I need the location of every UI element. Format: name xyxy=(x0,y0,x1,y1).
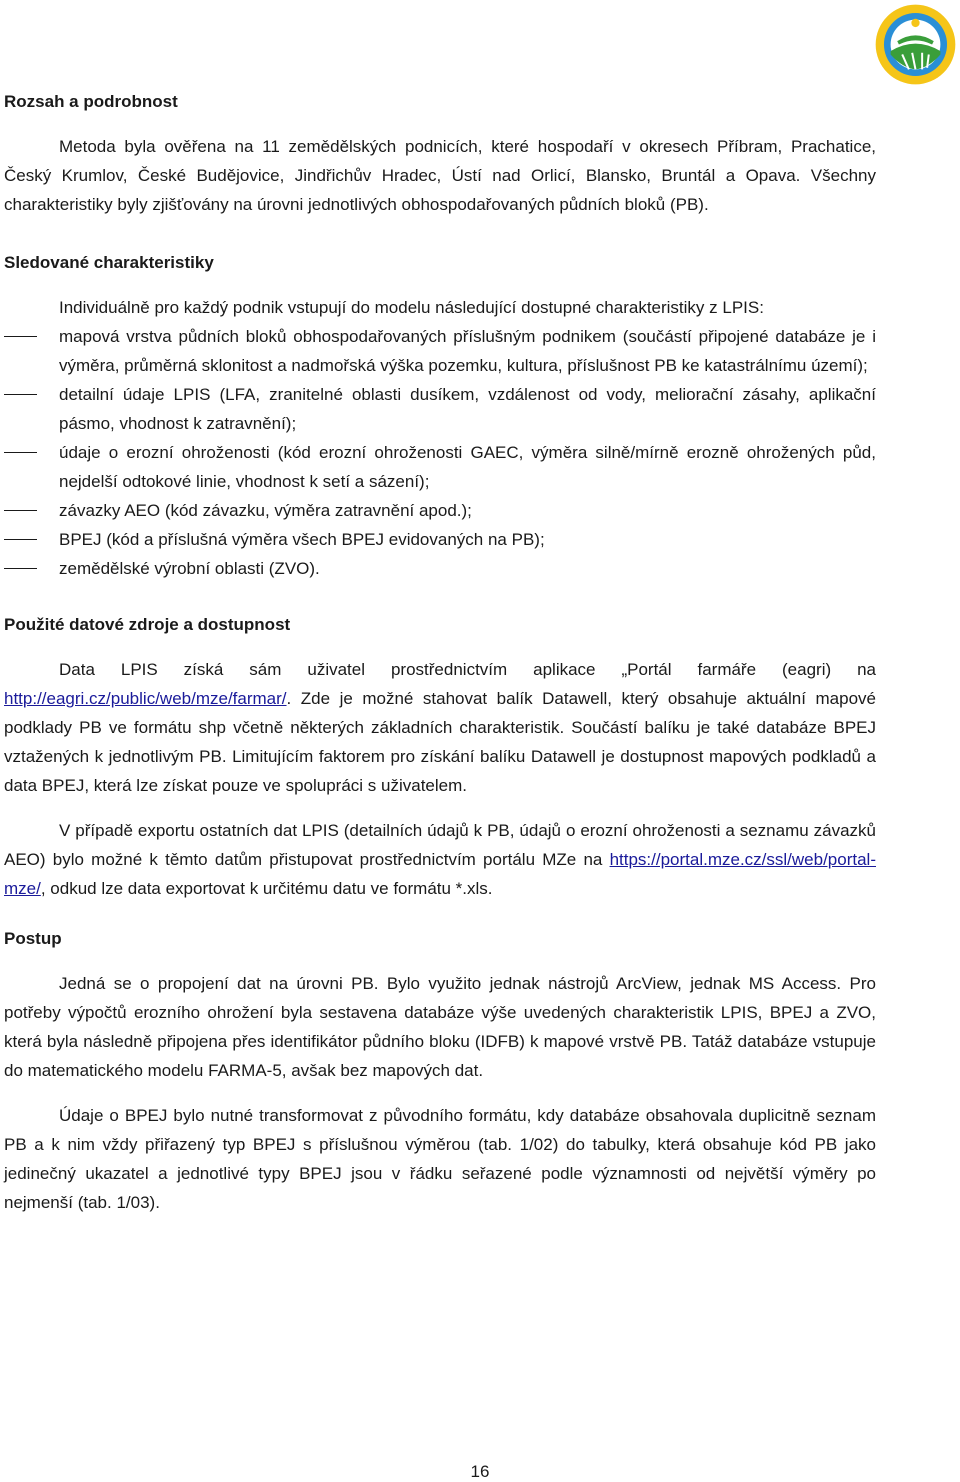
eagri-link[interactable]: http://eagri.cz/public/web/mze/farmar/ xyxy=(4,689,287,708)
list-item: mapová vrstva půdních bloků obhospodařovaných příslušným podnikem (součástí připojené databáze je i výměra, průměrná sklonitost a nadmořská výška pozemku, kultura, příslušnost PB ke katastrálnímu území); xyxy=(4,322,876,380)
list-item: zemědělské výrobní oblasti (ZVO). xyxy=(4,554,876,583)
paragraph-pouzite-1: Data LPIS získá sám uživatel prostřednictvím aplikace „Portál farmáře (eagri) na http://eagri.cz/public/web/mze/farmar/. Zde je možné stahovat balík Datawell, který obsahuje aktuální mapové podklady PB ve formátu shp včetně některých základních charakteristik. Součástí balíku je také databáze BPEJ vztažených k jednotlivým PB. Limitujícím faktorem pro získání balíku Datawell je dostupnost mapových podkladů a data BPEJ, která lze získat pouze ve spolupráci s uživatelem. xyxy=(4,660,876,795)
section-heading-postup: Postup xyxy=(4,929,62,948)
paragraph-sledovane-intro: Individuálně pro každý podnik vstupují do modelu následující dostupné charakteristiky z LPIS: xyxy=(59,298,764,317)
list-item: údaje o erozní ohroženosti (kód erozní ohroženosti GAEC, výměra silně/mírně erozně ohrožených půd, nejdelší odtokové linie, vhodnost k setí a sázení); xyxy=(4,438,876,496)
paragraph-rozsah: Metoda byla ověřena na 11 zemědělských podnicích, které hospodaří v okresech Příbram, Prachatice, Český Krumlov, České Budějovice, Jindřichův Hradec, Ústí nad Orlicí, Blansko, Bruntál a Opava. Všechny charakteristiky byly zjišťovány na úrovni jednotlivých obhospodařovaných půdních bloků (PB). xyxy=(4,137,876,214)
page-number: 16 xyxy=(470,1462,490,1481)
list-item: detailní údaje LPIS (LFA, zranitelné oblasti dusíkem, vzdálenost od vody, meliorační zásahy, aplikační pásmo, vhodnost k zatravnění); xyxy=(4,380,876,438)
agricultural-field-logo-icon xyxy=(874,3,957,86)
dash-bullet-icon xyxy=(4,539,37,540)
list-item: BPEJ (kód a příslušná výměra všech BPEJ evidovaných na PB); xyxy=(4,525,876,554)
dash-bullet-icon xyxy=(4,510,37,511)
section-heading-sledovane: Sledované charakteristiky xyxy=(4,253,214,272)
section-heading-pouzite: Použité datové zdroje a dostupnost xyxy=(4,615,291,634)
portal-mze-link[interactable]: https://portal.mze.cz/ssl/web/portal-mze/ xyxy=(4,850,876,898)
document-body xyxy=(4,88,876,1217)
paragraph-postup-1: Jedná se o propojení dat na úrovni PB. Bylo využito jednak nástrojů ArcView, jednak MS Access. Pro potřeby výpočtů erozního ohrožení byla sestavena databáze výše uvedených charakteristik LPIS, BPEJ a ZVO, která byla následně připojena přes identifikátor půdního bloku (IDFB) k mapové vrstvě PB. Tatáž databáze vstupuje do matematického modelu FARMA-5, avšak bez mapových dat. xyxy=(4,974,876,1080)
list-item: závazky AEO (kód závazku, výměra zatravnění apod.); xyxy=(4,496,876,525)
dash-bullet-icon xyxy=(4,568,37,569)
dash-bullet-icon xyxy=(4,336,37,337)
paragraph-postup-2: Údaje o BPEJ bylo nutné transformovat z původního formátu, kdy databáze obsahovala duplicitně seznam PB a k nim vždy přiřazený typ BPEJ s příslušnou výměrou (tab. 1/02) do tabulky, která obsahuje kód PB jako jedinečný ukazatel a jednotlivé typy BPEJ jsou v řádku seřazené podle významnosti od největší výměry po nejmenší (tab. 1/03). xyxy=(4,1106,876,1212)
dash-bullet-icon xyxy=(4,394,37,395)
section-heading-rozsah: Rozsah a podrobnost xyxy=(4,92,178,111)
paragraph-pouzite-2: V případě exportu ostatních dat LPIS (detailních údajů k PB, údajů o erozní ohroženosti a seznamu závazků AEO) bylo možné k těmto datům přistupovat prostřednictvím portálu MZe na https://portal.mze.cz/ssl/web/portal-mze/, odkud lze data exportovat k určitému datu ve formátu *.xls. xyxy=(4,821,876,898)
dash-bullet-icon xyxy=(4,452,37,453)
characteristics-list xyxy=(4,322,876,583)
